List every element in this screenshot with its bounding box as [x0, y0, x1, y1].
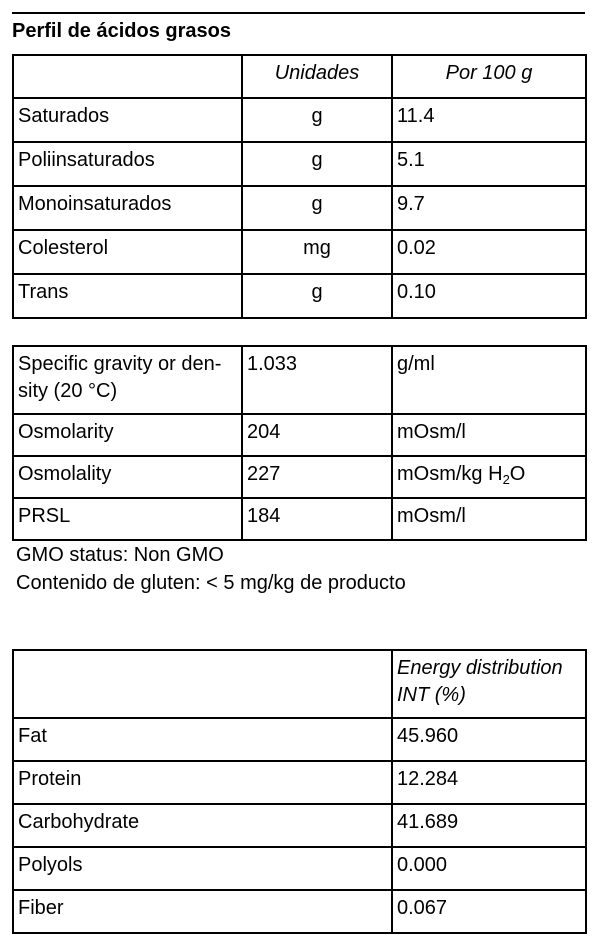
- table-row: [13, 142, 586, 186]
- row-unit: g: [242, 274, 392, 318]
- energy-distribution-table: [12, 649, 587, 934]
- row-label: Osmolarity: [13, 414, 242, 456]
- row-value: 0.000: [392, 847, 586, 890]
- row-label-line1: Specific gravity or den-: [18, 353, 222, 375]
- table-row: [13, 456, 586, 498]
- row-value: 184: [242, 498, 392, 540]
- unit-subscript: 2: [502, 472, 510, 487]
- row-label: Colesterol: [13, 230, 242, 274]
- row-value: 9.7: [392, 186, 586, 230]
- header-per-100g: Por 100 g: [392, 55, 586, 98]
- row-unit: mOsm/l: [392, 414, 586, 456]
- row-value: 0.02: [392, 230, 586, 274]
- header-line2: INT (%): [397, 684, 466, 706]
- table-row: [13, 98, 586, 142]
- row-value: 227: [242, 456, 392, 498]
- row-value: 0.10: [392, 274, 586, 318]
- header-cell-empty: [13, 650, 392, 718]
- row-unit: g: [242, 142, 392, 186]
- row-label-line2: sity (20 °C): [18, 380, 118, 402]
- row-value: 11.4: [392, 98, 586, 142]
- header-units: Unidades: [242, 55, 392, 98]
- gmo-status: GMO status: Non GMO: [16, 544, 224, 566]
- table-header-row: [13, 650, 586, 718]
- table-row: [13, 230, 586, 274]
- row-label: Polyols: [13, 847, 392, 890]
- row-label: Fiber: [13, 890, 392, 933]
- gluten-content: Contenido de gluten: < 5 mg/kg de producto: [16, 572, 406, 594]
- table-row: [13, 804, 586, 847]
- unit-main: mOsm/kg H: [397, 463, 503, 485]
- row-unit: mg: [242, 230, 392, 274]
- row-value: 204: [242, 414, 392, 456]
- row-value: 45.960: [392, 718, 586, 761]
- row-value: 41.689: [392, 804, 586, 847]
- row-label: Carbohydrate: [13, 804, 392, 847]
- section-title: Perfil de ácidos grasos: [12, 12, 585, 42]
- row-label: Trans: [13, 274, 242, 318]
- row-value: 12.284: [392, 761, 586, 804]
- row-unit: [392, 456, 586, 498]
- row-label: Protein: [13, 761, 392, 804]
- row-label: Saturados: [13, 98, 242, 142]
- table-row: [13, 847, 586, 890]
- header-energy-distribution: [392, 650, 586, 718]
- table-row: [13, 346, 586, 414]
- row-label: Osmolality: [13, 456, 242, 498]
- row-label: [13, 346, 242, 414]
- row-label: Poliinsaturados: [13, 142, 242, 186]
- table-row: [13, 761, 586, 804]
- table-row: [13, 186, 586, 230]
- row-label: Monoinsaturados: [13, 186, 242, 230]
- row-label: PRSL: [13, 498, 242, 540]
- table-header-row: [13, 55, 586, 98]
- header-cell-empty: [13, 55, 242, 98]
- row-unit: g: [242, 186, 392, 230]
- table-row: [13, 414, 586, 456]
- row-value: 1.033: [242, 346, 392, 414]
- row-value: 5.1: [392, 142, 586, 186]
- table-row: [13, 718, 586, 761]
- row-unit: g: [242, 98, 392, 142]
- row-label: Fat: [13, 718, 392, 761]
- fatty-acid-table: [12, 54, 587, 319]
- row-unit: g/ml: [392, 346, 586, 414]
- table-row: [13, 890, 586, 933]
- row-unit: mOsm/l: [392, 498, 586, 540]
- table-row: [13, 498, 586, 540]
- table-row: [13, 274, 586, 318]
- notes: [16, 541, 406, 597]
- row-value: 0.067: [392, 890, 586, 933]
- properties-table: [12, 345, 587, 541]
- header-line1: Energy distribution: [397, 657, 563, 679]
- unit-tail: O: [509, 463, 526, 485]
